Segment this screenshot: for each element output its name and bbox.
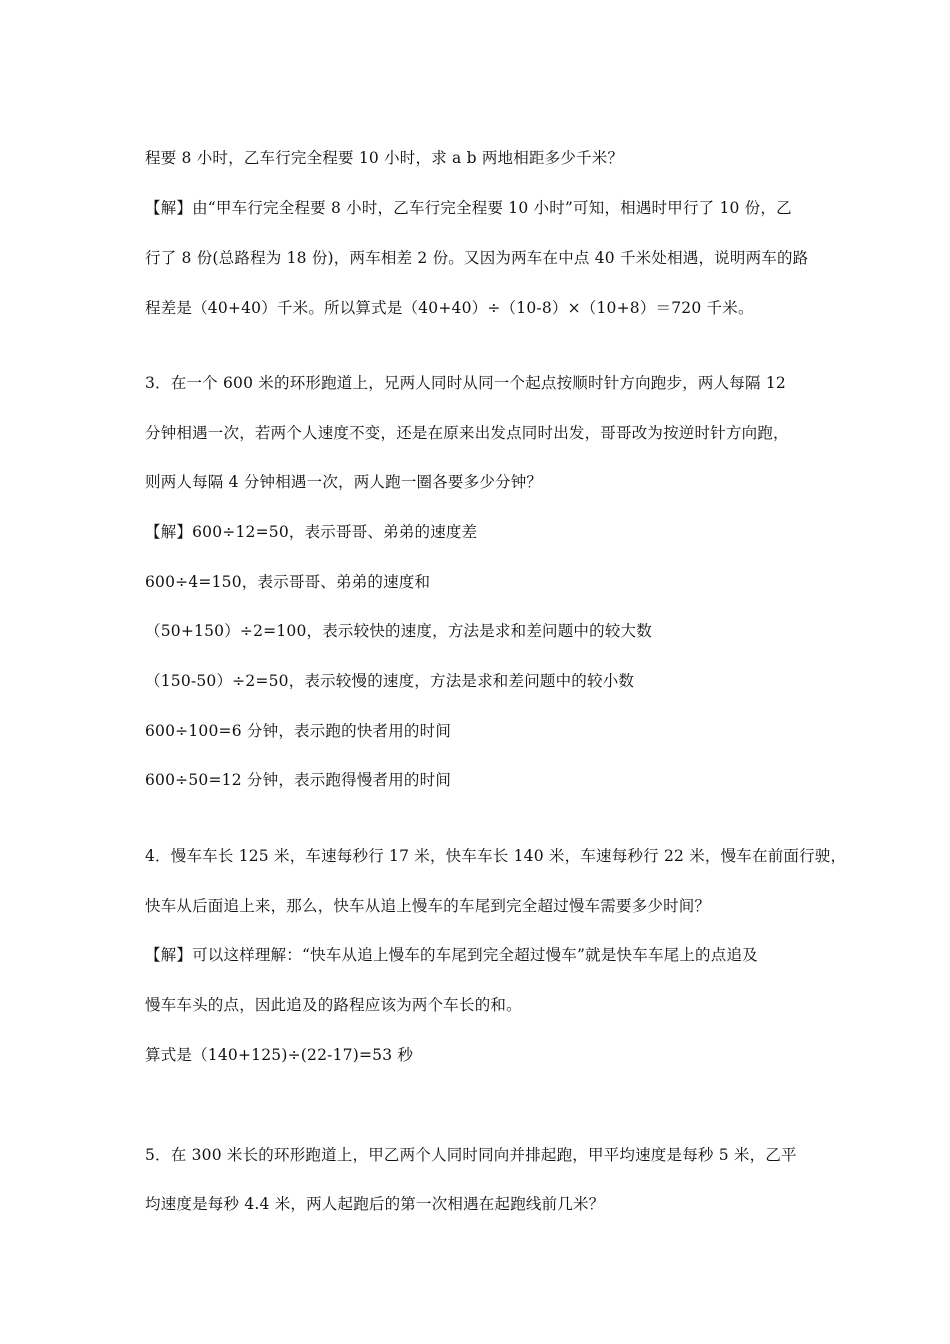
text-line: （50+150）÷2=100，表示较快的速度，方法是求和差问题中的较大数 bbox=[145, 622, 652, 640]
text-line: （150-50）÷2=50，表示较慢的速度，方法是求和差问题中的较小数 bbox=[145, 672, 635, 690]
text-line: 3．在一个 600 米的环形跑道上，兄两人同时从同一个起点按顺时针方向跑步，两人每隔 12 bbox=[145, 374, 786, 392]
text-line: 算式是（140+125)÷(22-17)=53 秒 bbox=[145, 1046, 414, 1064]
text-line: 行了 8 份(总路程为 18 份)，两车相差 2 份。又因为两车在中点 40 千米处相遇，说明两车的路 bbox=[145, 249, 809, 267]
text-line: 【解】可以这样理解：“快车从追上慢车的车尾到完全超过慢车”就是快车车尾上的点追及 bbox=[145, 946, 758, 964]
text-line: 【解】由“甲车行完全程要 8 小时，乙车行完全程要 10 小时”可知，相遇时甲行了 10 份，乙 bbox=[145, 199, 792, 217]
text-line: 600÷4=150，表示哥哥、弟弟的速度和 bbox=[145, 573, 431, 591]
text-line: 5．在 300 米长的环形跑道上，甲乙两个人同时同向并排起跑，甲平均速度是每秒 5 米，乙平 bbox=[145, 1146, 797, 1164]
text-line: 程要 8 小时，乙车行完全程要 10 小时，求 a b 两地相距多少千米？ bbox=[145, 149, 624, 167]
text-line: 600÷50=12 分钟，表示跑得慢者用的时间 bbox=[145, 771, 452, 789]
text-line: 程差是（40+40）千米。所以算式是（40+40）÷（10-8）×（10+8）＝720 千米。 bbox=[145, 299, 754, 317]
text-line: 600÷100=6 分钟，表示跑的快者用的时间 bbox=[145, 722, 452, 740]
text-line: 【解】600÷12=50，表示哥哥、弟弟的速度差 bbox=[145, 523, 478, 541]
text-line: 均速度是每秒 4.4 米，两人起跑后的第一次相遇在起跑线前几米？ bbox=[145, 1195, 605, 1213]
text-line: 快车从后面追上来，那么，快车从追上慢车的车尾到完全超过慢车需要多少时间？ bbox=[145, 897, 711, 915]
text-line: 慢车车头的点，因此追及的路程应该为两个车长的和。 bbox=[145, 996, 522, 1014]
text-line: 则两人每隔 4 分钟相遇一次，两人跑一圈各要多少分钟？ bbox=[145, 473, 543, 491]
text-line: 4．慢车车长 125 米，车速每秒行 17 米，快车车长 140 米，车速每秒行 22 米，慢车在前面行驶， bbox=[145, 847, 847, 865]
text-line: 分钟相遇一次，若两个人速度不变，还是在原来出发点同时出发，哥哥改为按逆时针方向跑， bbox=[145, 424, 789, 442]
